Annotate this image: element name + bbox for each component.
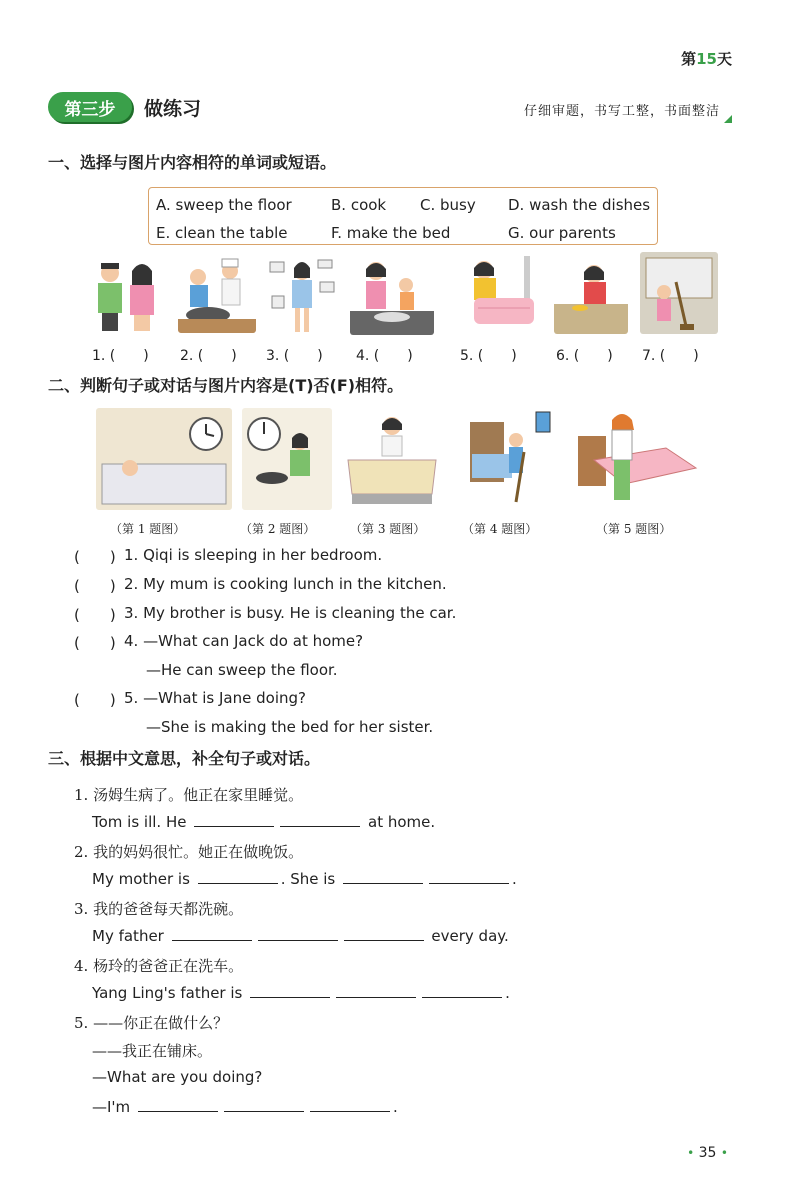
answer-blank[interactable] xyxy=(336,983,416,998)
tf-item-5: 5. —What is Jane doing? xyxy=(124,689,306,707)
q3-sentence: My father every day. xyxy=(92,927,509,945)
answer-blank[interactable] xyxy=(429,869,509,884)
option-b: B. cook xyxy=(331,196,387,214)
caption-q1: （第 1 题图） xyxy=(110,522,186,536)
answer-blank[interactable] xyxy=(258,926,338,941)
q4-sentence: Yang Ling's father is . xyxy=(92,984,510,1002)
tf-paren-3[interactable]: ( ) xyxy=(74,606,116,624)
blank-7[interactable]: 7. ( ) xyxy=(642,348,699,364)
q5-chinese-1: 5. ——你正在做什么？ xyxy=(74,1014,229,1032)
answer-blank[interactable] xyxy=(310,1097,390,1112)
q5-chinese-2: ——我正在铺床。 xyxy=(92,1042,213,1060)
answer-blank[interactable] xyxy=(250,983,330,998)
caption-q5: （第 5 题图） xyxy=(596,522,672,536)
picture-sweep-floor xyxy=(640,252,718,334)
q1-sentence: Tom is ill. He at home. xyxy=(92,813,436,831)
step-badge: 第三步 xyxy=(48,92,132,122)
picture-parents xyxy=(86,255,166,333)
corner-mark xyxy=(724,115,732,123)
answer-blank[interactable] xyxy=(172,926,252,941)
tf-paren-1[interactable]: ( ) xyxy=(74,548,116,566)
tf-paren-2[interactable]: ( ) xyxy=(74,577,116,595)
blank-3[interactable]: 3. ( ) xyxy=(266,348,323,364)
picture-clean-table xyxy=(554,252,628,334)
picture-busy xyxy=(264,252,340,336)
picture-q2-cooking xyxy=(242,408,332,510)
q1-chinese: 1. 汤姆生病了。他正在家里睡觉。 xyxy=(74,786,304,804)
q3-chinese: 3. 我的爸爸每天都洗碗。 xyxy=(74,900,244,918)
picture-q3-cleaning xyxy=(342,408,442,510)
answer-blank[interactable] xyxy=(198,869,278,884)
q2-chinese: 2. 我的妈妈很忙。她正在做晚饭。 xyxy=(74,843,304,861)
q4-chinese: 4. 杨玲的爸爸正在洗车。 xyxy=(74,957,244,975)
picture-cook xyxy=(178,255,256,333)
answer-blank[interactable] xyxy=(280,812,360,827)
option-g: G. our parents xyxy=(508,224,616,242)
tf-item-3: 3. My brother is busy. He is cleaning the car. xyxy=(124,604,457,622)
picture-q1-sleeping xyxy=(96,408,232,510)
picture-wash-dishes xyxy=(350,255,434,335)
tf-item-4: 4. —What can Jack do at home? xyxy=(124,632,364,650)
tf-item-5-answer: —She is making the bed for her sister. xyxy=(146,718,434,736)
caption-q3: （第 3 题图） xyxy=(350,522,426,536)
blank-6[interactable]: 6. ( ) xyxy=(556,348,613,364)
option-c: C. busy xyxy=(420,196,476,214)
tip-text: 仔细审题，书写工整，书面整洁 xyxy=(523,104,720,119)
blank-5[interactable]: 5. ( ) xyxy=(460,348,517,364)
section2-heading: 二、判断句子或对话与图片内容是(T)否(F)相符。 xyxy=(48,376,404,395)
section1-heading: 一、选择与图片内容相符的单词或短语。 xyxy=(48,153,337,172)
option-d: D. wash the dishes xyxy=(508,196,651,214)
caption-q4: （第 4 题图） xyxy=(462,522,538,536)
answer-blank[interactable] xyxy=(343,869,423,884)
picture-q4-sweeping xyxy=(466,408,552,510)
tf-item-2: 2. My mum is cooking lunch in the kitchen. xyxy=(124,575,447,593)
tf-paren-5[interactable]: ( ) xyxy=(74,691,116,709)
day-label: 第15天 xyxy=(681,50,732,68)
picture-q5-making-bed xyxy=(574,408,702,510)
step-title: 做练习 xyxy=(144,98,202,120)
answer-blank[interactable] xyxy=(224,1097,304,1112)
answer-blank[interactable] xyxy=(344,926,424,941)
option-e: E. clean the table xyxy=(156,224,288,242)
blank-4[interactable]: 4. ( ) xyxy=(356,348,413,364)
q2-sentence: My mother is . She is . xyxy=(92,870,517,888)
section3-heading: 三、根据中文意思，补全句子或对话。 xyxy=(48,749,321,768)
tf-item-4-answer: —He can sweep the floor. xyxy=(146,661,338,679)
answer-blank[interactable] xyxy=(194,812,274,827)
page-number: • 35 • xyxy=(687,1145,728,1161)
tf-paren-4[interactable]: ( ) xyxy=(74,634,116,652)
option-a: A. sweep the floor xyxy=(156,196,292,214)
q5-english-1: —What are you doing? xyxy=(92,1068,263,1086)
answer-blank[interactable] xyxy=(138,1097,218,1112)
blank-1[interactable]: 1. ( ) xyxy=(92,348,149,364)
picture-make-bed xyxy=(454,252,546,334)
caption-q2: （第 2 题图） xyxy=(240,522,316,536)
q5-sentence: —I'm . xyxy=(92,1098,398,1116)
option-f: F. make the bed xyxy=(331,224,451,242)
tf-item-1: 1. Qiqi is sleeping in her bedroom. xyxy=(124,546,383,564)
answer-blank[interactable] xyxy=(422,983,502,998)
blank-2[interactable]: 2. ( ) xyxy=(180,348,237,364)
